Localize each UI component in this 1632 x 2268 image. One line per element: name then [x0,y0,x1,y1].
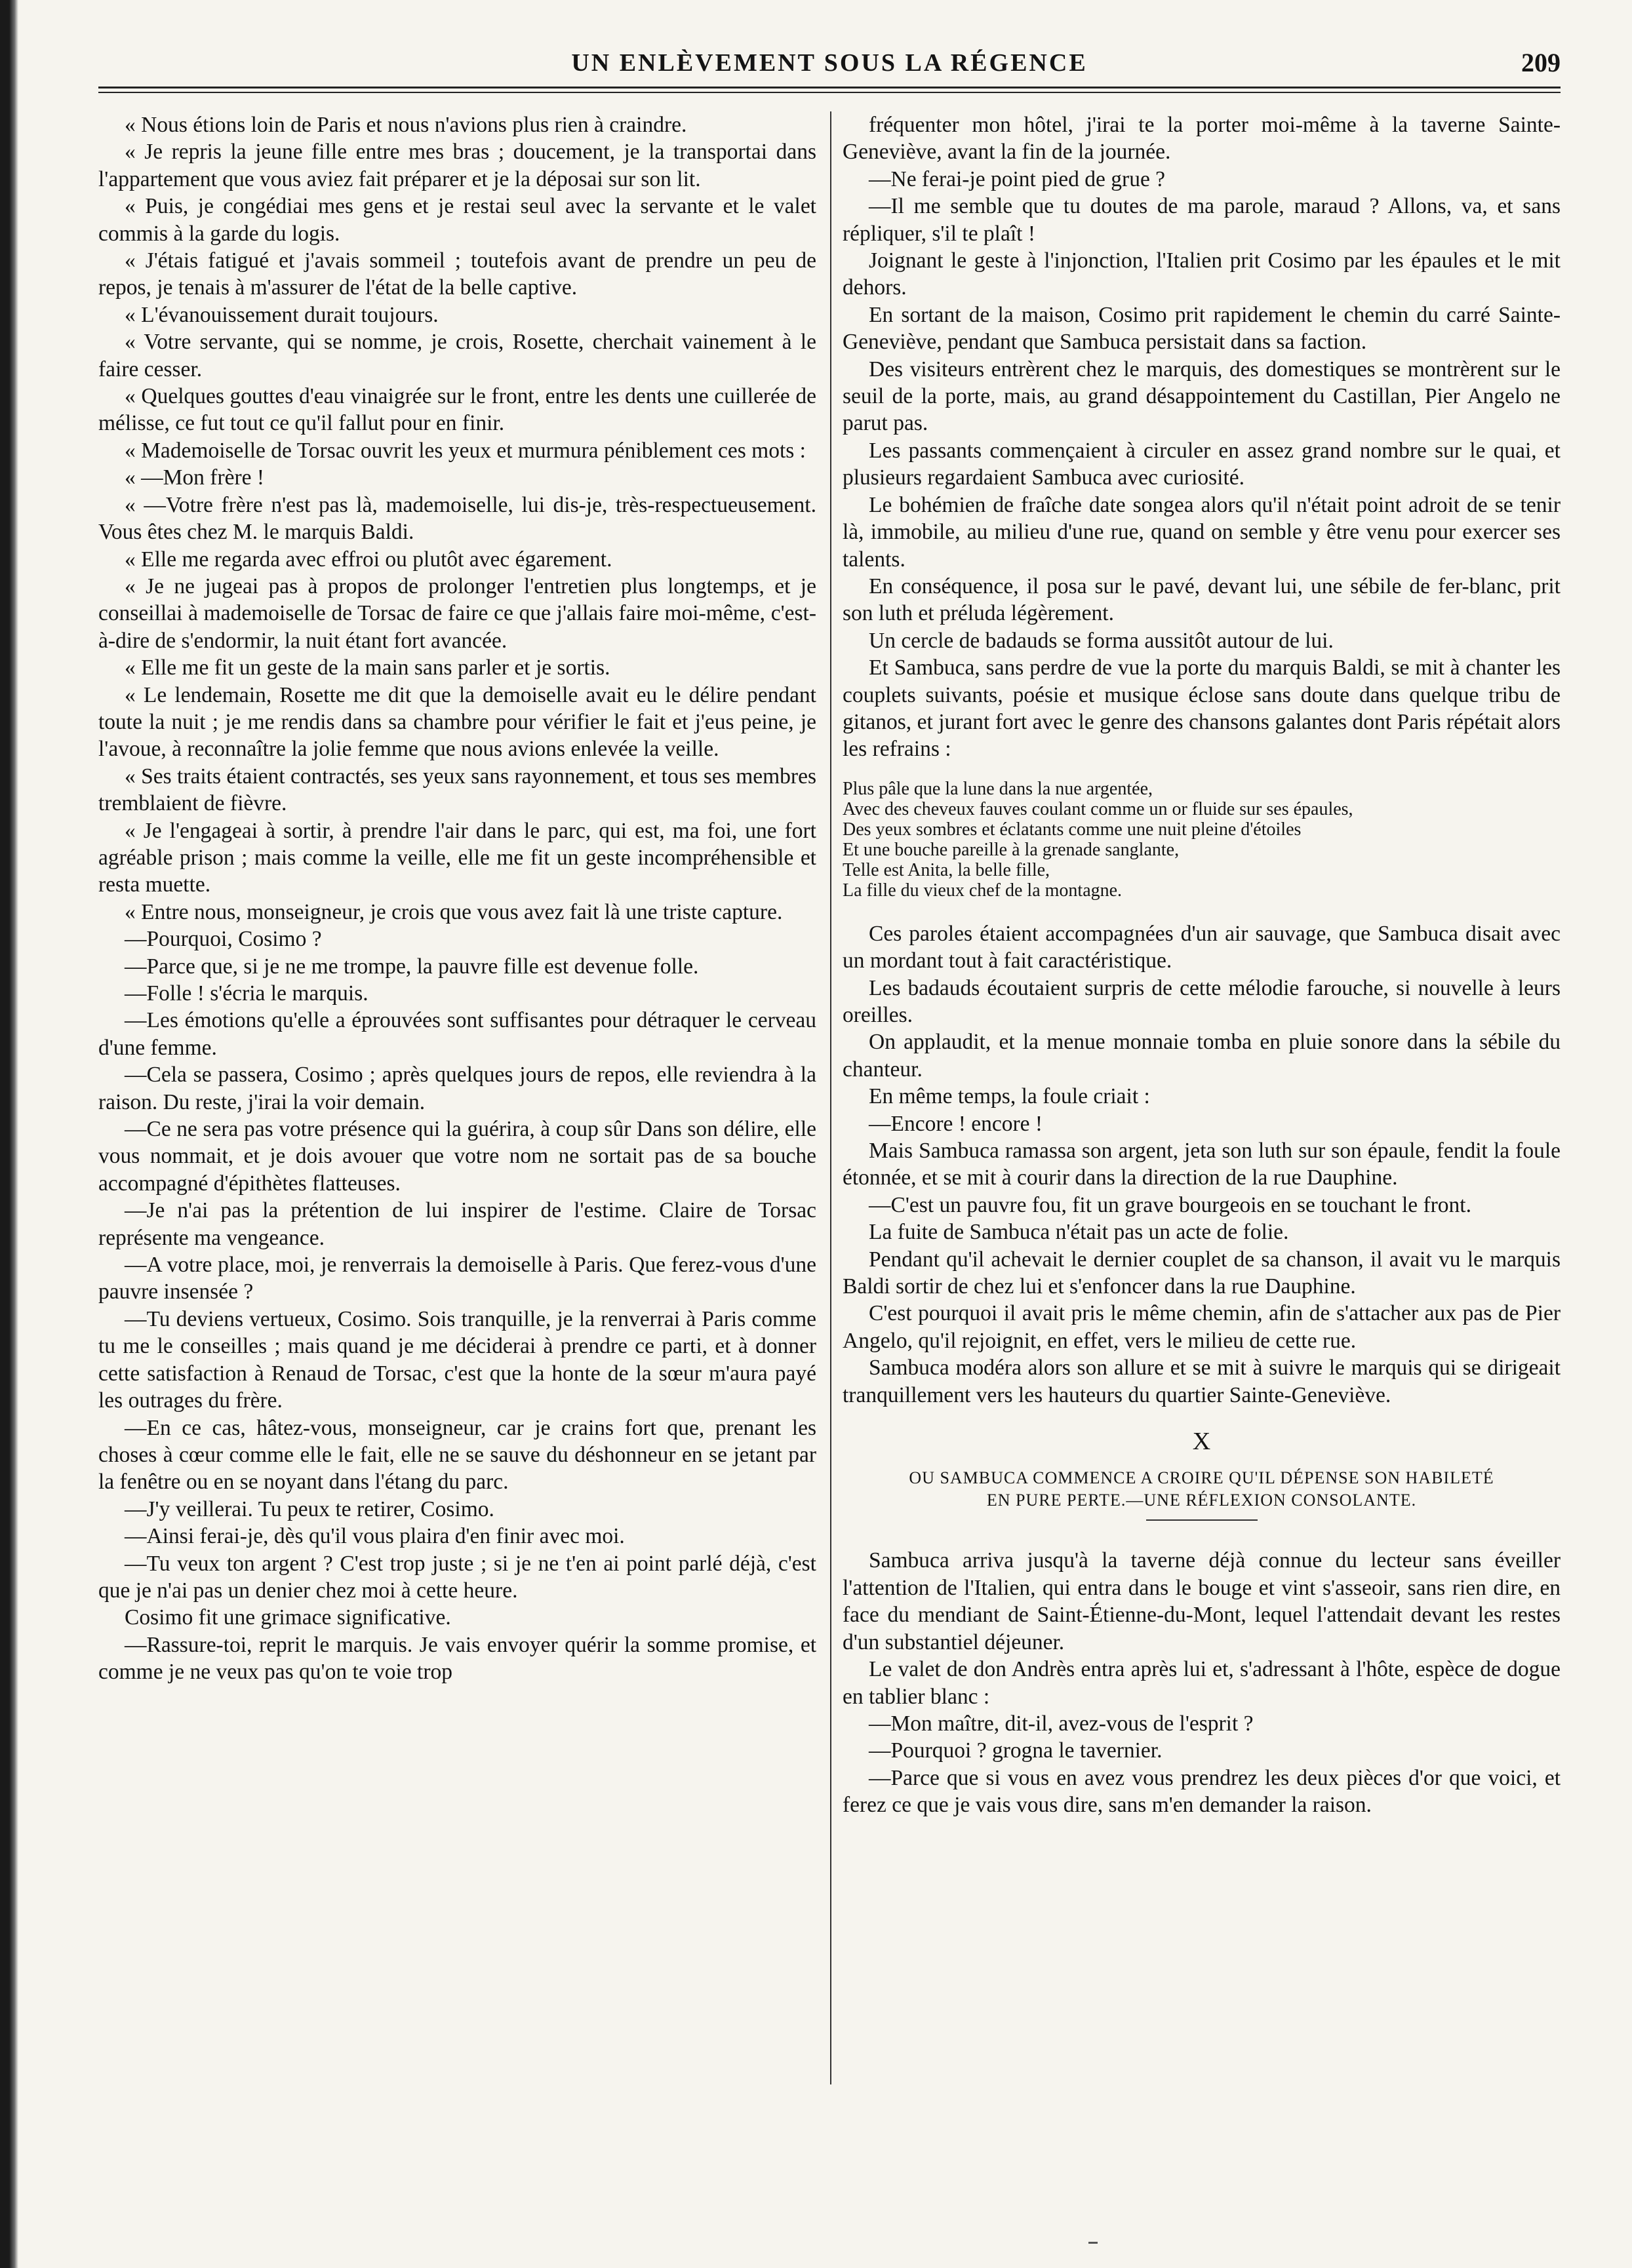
chapter-title-rule [1146,1519,1258,1521]
right-paragraphs-after-poem [843,920,1561,1409]
paragraph: Et Sambuca, sans perdre de vue la porte du marquis Baldi, se mit à chanter les couplets suivants, poésie et musique éclose sans doute dans quelque tribu de gitanos, et jurant fort avec le genre des chansons galantes dont Paris répétait alors les refrains : [843,655,1561,762]
paragraph: —Parce que, si je ne me trompe, la pauvre fille est devenue folle. [125,954,699,979]
paragraph: —Pourquoi ? grogna le tavernier. [869,1738,1163,1763]
right-column [843,111,1561,1819]
paragraph: —Tu veux ton argent ? C'est trop juste ; si je ne t'en ai point parlé déjà, c'est que je n'ai pas un denier chez moi à cette heure. [98,1551,816,1603]
paragraph: Sambuca arriva jusqu'à la taverne déjà connue du lecteur sans éveiller l'attention de l'Italien, qui entra dans le bouge et vint s'asseoir, sans rien dire, en face du mendiant de Saint-Étienne-du-Mont, lequel l'attendait devant les restes d'un substantiel déjeuner. [843,1548,1561,1654]
paragraph: —Il me semble que tu doutes de ma parole, maraud ? Allons, va, et sans répliquer, s'il te plaît ! [843,194,1561,246]
paragraph: —Mon maître, dit-il, avez-vous de l'esprit ? [869,1711,1254,1736]
paragraph: Pendant qu'il achevait le dernier couplet de sa chanson, il avait vu le marquis Baldi sortir de chez lui et s'enfoncer dans la rue Dauphine. [843,1247,1561,1299]
paragraph: fréquenter mon hôtel, j'irai te la porter moi-même à la taverne Sainte-Geneviève, avant la fin de la journée. [843,113,1561,165]
paragraph: —Ne ferai-je point pied de grue ? [869,166,1166,191]
paragraph: —Je n'ai pas la prétention de lui inspirer de l'estime. Claire de Torsac représente ma vengeance. [98,1198,816,1250]
binding-edge [0,0,18,2268]
paragraph: « Ses traits étaient contractés, ses yeux sans rayonnement, et tous ses membres tremblaient de fièvre. [98,764,816,816]
paragraph: —Cela se passera, Cosimo ; après quelques jours de repos, elle reviendra à la raison. Du reste, j'irai la voir demain. [98,1063,816,1114]
paragraph: « Entre nous, monseigneur, je crois que vous avez fait là une triste capture. [125,899,783,924]
paragraph: —C'est un pauvre fou, fit un grave bourgeois en se touchant le front. [869,1192,1471,1217]
paragraph: « Votre servante, qui se nomme, je crois, Rosette, cherchait vainement à le faire cesser. [98,330,816,381]
verse-line: Avec des cheveux fauves coulant comme un or fluide sur ses épaules, [843,798,1353,819]
paragraph: « Elle me fit un geste de la main sans parler et je sortis. [125,655,610,680]
paragraph: Mais Sambuca ramassa son argent, jeta son luth sur son épaule, fendit la foule étonnée, et se mit à courir dans la direction de la rue Dauphine. [843,1139,1561,1190]
paragraph: En conséquence, il posa sur le pavé, devant lui, une sébile de fer-blanc, prit son luth et préluda légèrement. [843,574,1561,626]
verse-line: Des yeux sombres et éclatants comme une nuit pleine d'étoiles [843,819,1302,840]
paragraph: Les badauds écoutaient surpris de cette mélodie farouche, si nouvelle à leurs oreilles. [843,975,1561,1027]
paragraph: —Ce ne sera pas votre présence qui la guérira, à coup sûr Dans son délire, elle vous nommait, et je dois avouer que votre nom ne sortait pas de sa bouche accompagné d'épithètes flatteuses. [98,1117,816,1196]
chapter-title-line-2: EN PURE PERTE.—UNE RÉFLEXION CONSOLANTE. [986,1491,1417,1510]
page-number: 209 [1521,48,1561,77]
verse-line: Telle est Anita, la belle fille, [843,859,1050,880]
paragraph: —J'y veillerai. Tu peux te retirer, Cosimo. [125,1496,494,1521]
verse-line: Plus pâle que la lune dans la nue argentée, [843,778,1153,799]
paragraph: On applaudit, et la menue monnaie tomba en pluie sonore dans la sébile du chanteur. [843,1030,1561,1082]
paragraph: —A votre place, moi, je renverrais la demoiselle à Paris. Que ferez-vous d'une pauvre insensée ? [98,1253,816,1304]
page-header [98,43,1561,83]
column-divider [830,111,831,2084]
paragraph: —Encore ! encore ! [869,1111,1043,1136]
paragraph: C'est pourquoi il avait pris le même chemin, afin de s'attacher aux pas de Pier Angelo, qu'il rejoignit, en effet, vers le milieu de cette rue. [843,1301,1561,1353]
page-mark [1088,2242,1098,2244]
paragraph: « L'évanouissement durait toujours. [125,302,439,327]
paragraph: En même temps, la foule criait : [869,1084,1150,1109]
paragraph: « Quelques gouttes d'eau vinaigrée sur le front, entre les dents une cuillerée de mélisse, ce fut tout ce qu'il fallut pour en finir. [98,384,816,436]
paragraph: —Ainsi ferai-je, dès qu'il vous plaira d'en finir avec moi. [125,1524,625,1549]
paragraph: « Je l'engageai à sortir, à prendre l'air dans le parc, qui est, ma foi, une fort agréable prison ; mais comme la veille, elle me fit un geste incompréhensible et resta muette. [98,818,816,897]
running-title: UN ENLÈVEMENT SOUS LA RÉGENCE [571,49,1088,77]
paragraph: —En ce cas, hâtez-vous, monseigneur, car je crains fort que, prenant les choses à cœur comme elle le fait, elle ne se sauve du déshonneur en se jetant par la fenêtre ou en se noyant dans l'étang du parc. [98,1415,816,1495]
right-paragraphs-before-poem [843,111,1561,763]
chapter-number: X [1192,1428,1211,1456]
paragraph: En sortant de la maison, Cosimo prit rapidement le chemin du carré Sainte-Geneviève, pendant que Sambuca persistait dans sa faction. [843,302,1561,355]
paragraph: « Je ne jugeai pas à propos de prolonger l'entretien plus longtemps, et je conseillai à mademoiselle de Torsac de faire ce que j'allais faire moi-même, c'est-à-dire de s'endormir, la nuit étant fort avancée. [98,574,816,653]
paragraph: « J'étais fatigué et j'avais sommeil ; toutefois avant de prendre un peu de repos, je tenais à m'assurer de l'état de la belle captive. [98,248,816,300]
paragraph: Joignant le geste à l'injonction, l'Italien prit Cosimo par les épaules et le mit dehors. [843,248,1561,300]
paragraph: La fuite de Sambuca n'était pas un acte de folie. [869,1220,1289,1245]
chapter-title-line-1: OU SAMBUCA COMMENCE A CROIRE QU'IL DÉPENSE SON HABILETÉ [909,1468,1494,1488]
paragraph: « Elle me regarda avec effroi ou plutôt avec égarement. [125,547,612,572]
verse-line: La fille du vieux chef de la montagne. [843,880,1123,901]
paragraph: « Puis, je congédiai mes gens et je restai seul avec la servante et le valet commis à la garde du logis. [98,194,816,246]
header-rule-top [98,87,1561,88]
song-verse [843,779,1561,901]
right-paragraphs-after-chapter-title [843,1547,1561,1818]
verse-line: Et une bouche pareille à la grenade sanglante, [843,839,1180,860]
paragraph: « Mademoiselle de Torsac ouvrit les yeux et murmura péniblement ces mots : [125,438,806,463]
paragraph: « —Mon frère ! [125,465,265,490]
paragraph: Des visiteurs entrèrent chez le marquis, des domestiques se montrèrent sur le seuil de la porte, mais, au grand désappointement du Castillan, Pier Angelo ne parut pas. [843,357,1561,436]
paragraph: —Les émotions qu'elle a éprouvées sont suffisantes pour détraquer le cerveau d'une femme. [98,1008,816,1060]
chapter-title [843,1467,1561,1512]
paragraph: Le valet de don Andrès entra après lui et, s'adressant à l'hôte, espèce de dogue en tablier blanc : [843,1657,1561,1709]
header-rule-bottom [98,92,1561,93]
paragraph: —Tu deviens vertueux, Cosimo. Sois tranquille, je la renverrai à Paris comme tu me le conseilles ; mais quand je me déciderai à prendre ce parti, et à donner cette satisfaction à Renaud de Torsac, c'est que la honte de la sœur m'aura payé les outrages du frère. [98,1306,816,1413]
paragraph: —Parce que si vous en avez vous prendrez les deux pièces d'or que voici, et ferez ce que je vais vous dire, sans m'en demander la raison. [843,1765,1561,1818]
paragraph: « Nous étions loin de Paris et nous n'avions plus rien à craindre. [125,113,687,137]
paragraph: Sambuca modéra alors son allure et se mit à suivre le marquis qui se dirigeait tranquillement vers les hauteurs du quartier Sainte-Geneviève. [843,1356,1561,1407]
paragraph: —Pourquoi, Cosimo ? [125,927,322,952]
paragraph: —Folle ! s'écria le marquis. [125,981,368,1006]
paragraph: Cosimo fit une grimace significative. [125,1605,451,1630]
paragraph: « Le lendemain, Rosette me dit que la demoiselle avait eu le délire pendant toute la nuit ; je me rendis dans sa chambre pour vérifier le fait et j'eus peine, je l'avoue, à reconnaître la jolie femme que nous avions enlevée la veille. [98,682,816,762]
paragraph: —Rassure-toi, reprit le marquis. Je vais envoyer quérir la somme promise, et comme je ne veux pas qu'on te voie trop [98,1632,816,1685]
paragraph: « —Votre frère n'est pas là, mademoiselle, lui dis-je, très-respectueusement. Vous êtes chez M. le marquis Baldi. [98,492,816,545]
paragraph: « Je repris la jeune fille entre mes bras ; doucement, je la transportai dans l'appartement que vous aviez fait préparer et je la déposai sur son lit. [98,140,816,191]
paragraph: Un cercle de badauds se forma aussitôt autour de lui. [869,628,1334,653]
left-column [98,111,816,1686]
paragraph: Ces paroles étaient accompagnées d'un air sauvage, que Sambuca disait avec un mordant tout à fait caractéristique. [843,921,1561,973]
paragraph: Les passants commençaient à circuler en assez grand nombre sur le quai, et plusieurs regardaient Sambuca avec curiosité. [843,438,1561,490]
paragraph: Le bohémien de fraîche date songea alors qu'il n'était point adroit de se tenir là, immobile, au milieu d'une rue, quand on semble y être venu pour exercer ses talents. [843,492,1561,572]
